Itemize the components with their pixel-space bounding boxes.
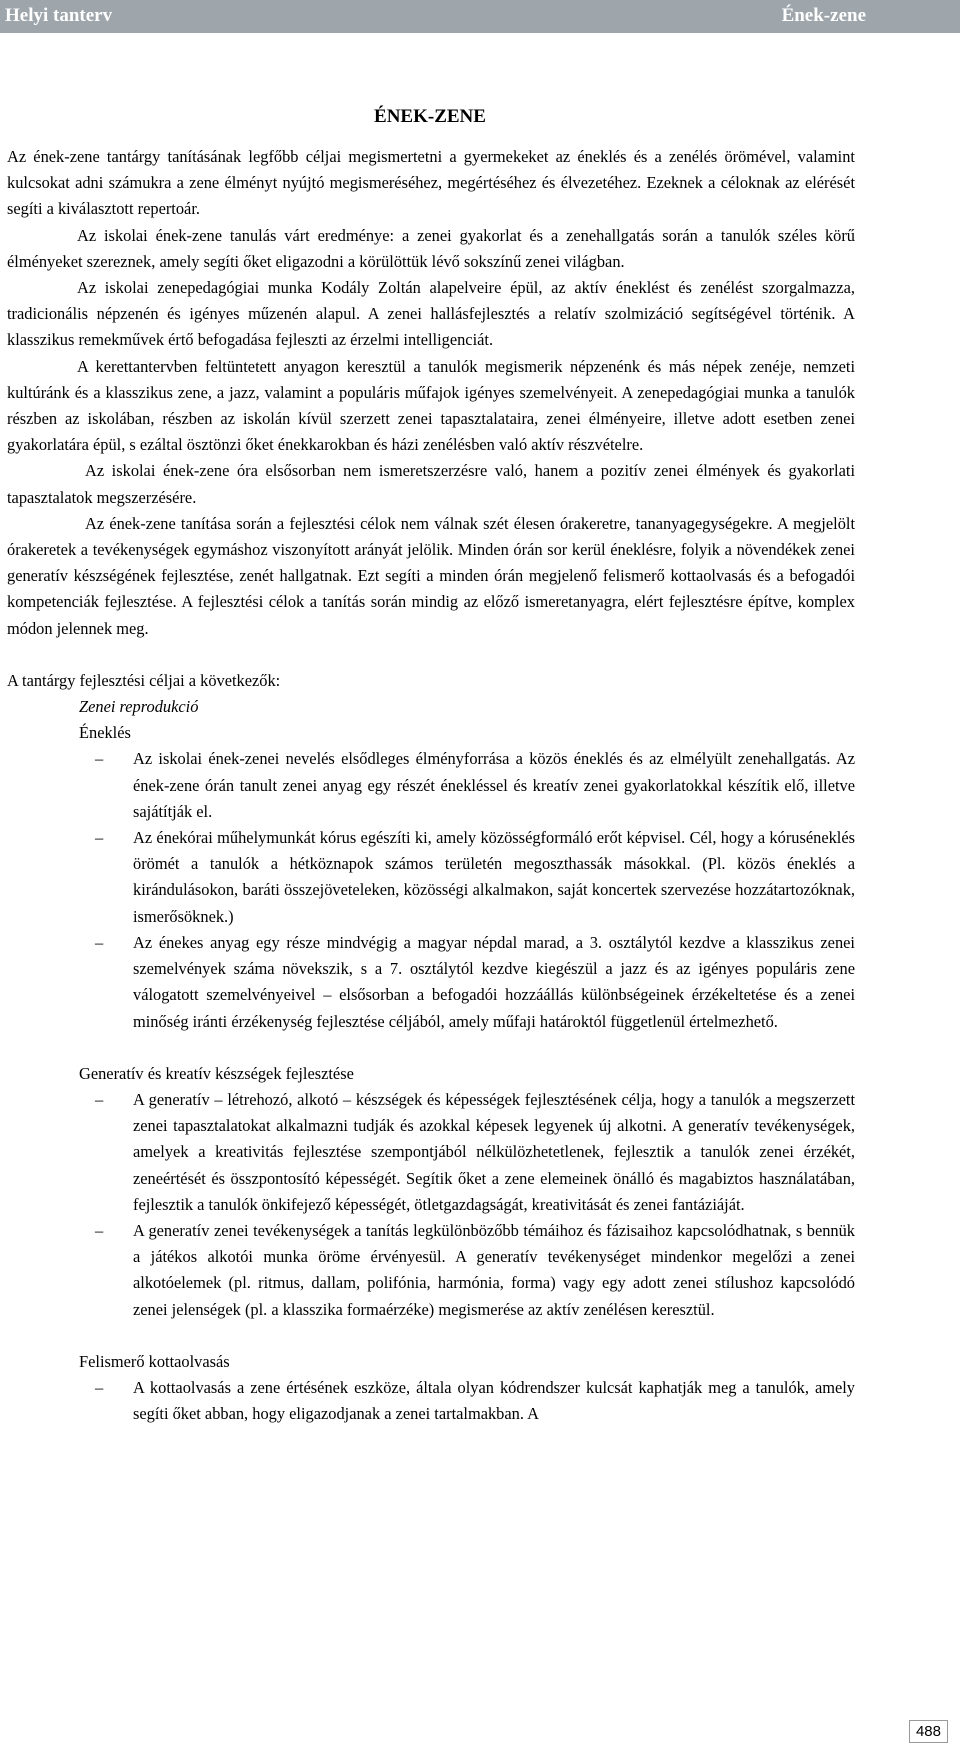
goals-intro: A tantárgy fejlesztési céljai a következők: [7, 670, 281, 690]
list-item [7, 1087, 855, 1218]
dash-bullet: – [95, 749, 104, 769]
dash-bullet: – [95, 1220, 104, 1240]
list-item [7, 825, 855, 930]
section-title-reproduction [79, 694, 855, 720]
paragraph-1: Az ének-zene tantárgy tanításának legfőbb céljai megismertetni a gyermekeket az éneklés és a zenélés örömével, valamint kulcsokat adni számukra a zene élményt nyújtó megismeréséhez, megértéséhez és élvezetéhez. Ezeknek a céloknak az elérését segíti a kiválasztott repertoár. [7, 147, 855, 219]
list-item [7, 1375, 855, 1427]
list-item-text: Az énekórai műhelymunkát kórus egészíti ki, amely közösségformáló erőt képvisel. Cél, hogy a kóruséneklés örömét a tanulók a hétköznapok számos területén megoszthassák másokkal. (Pl. közös éneklés a kirándulásokon, baráti összejöveteleken, közösségi alkalmakon, saját koncertek szervezése hozzátartozóknak, ismerősöknek.) [133, 828, 855, 926]
list-item-text: A kottaolvasás a zene értésének eszköze, általa olyan kódrendszer kulcsát kaphatják meg a tanulók, amely segíti őket abban, hogy eligazodjanak a zenei tartalmakban. A [133, 1377, 855, 1424]
list-item-text: A generatív – létrehozó, alkotó – készségek és képességek fejlesztésének célja, hogy a tanulók a megszerzett zenei tapasztalatokat alkalmazni tudják és azokkal képesek legyenek új alkotni. A generatív tevékenységek, amelyek a kreativitás fejlesztése szempontjából nélkülözhetetlenek, fejlesztik a tanulók zenei érzékét, zeneértését és összpontosító képességét. Segítik őket a zene elemeinek önálló és magabiztos használatában, fejlesztik a tanulók önkifejező képességét, ötletgazdagságát, kreativitását és zenei fantáziáját. [133, 1089, 855, 1214]
list-item [7, 930, 855, 1035]
paragraph-5: Az iskolai ének-zene óra elsősorban nem ismeretszerzésre való, hanem a pozitív zenei élmények és gyakorlati tapasztalatok megszerzésére. [7, 461, 855, 507]
dash-bullet: – [95, 828, 104, 848]
list-item-text: Az énekes anyag egy része mindvégig a magyar népdal marad, a 3. osztálytól kezdve a klasszikus zenei szemelvények száma növekszik, s a 7. osztálytól kezdve kiegészül a jazz és az igényes populáris zene válogatott szemelvényeivel – elsősorban a befogadói hozzáállás különbségeinek érzékeltetése és a zenei minőség iránti érzékenység fejlesztése céljából, amely műfaji határoktól függetlenül értelmezhető. [133, 932, 855, 1031]
list-item [7, 1218, 855, 1323]
section-subtitle-singing: Éneklés [79, 723, 131, 743]
header-left-title: Helyi tanterv [5, 5, 113, 26]
section-title-reading: Felismerő kottaolvasás [79, 1351, 230, 1371]
dash-bullet: – [95, 1377, 104, 1397]
document-body [7, 144, 855, 1427]
paragraph-2: Az iskolai ének-zene tanulás várt eredménye: a zenei gyakorlat és a zenehallgatás során a tanulók széles körű élményeket szereznek, amely segíti őket eligazodni a körülöttük lévő sokszínű zenei világban. [7, 225, 855, 271]
paragraph-4: A kerettantervben feltüntetett anyagon keresztül a tanulók megismerik népzenénk és más népek zenéje, nemzeti kultúránk és a klasszikus zene, a jazz, valamint a populáris műfajok igényes szemelvényeit. A zenepedagógiai munka a tanulók részben az iskolában, részben az iskolán kívül szerzett zenei tapasztalataira, zenei élményeire, illetve adott esetben zenei gyakorlatára épül, s ezáltal ösztönzi őket énekkarokban és házi zenélésben való aktív részvételre. [7, 356, 855, 455]
list-item-text: A generatív zenei tevékenységek a tanítás legkülönbözőbb témáihoz és fázisaihoz kapcsolódhatnak, s bennük a játékos alkotói munka öröme érvényesül. A generatív tevékenységet mindenkor megelőzi a zenei alkotóelemek (pl. ritmus, dallam, polifónia, harmónia, forma) vagy egy adott zenei stílushoz kapcsolódó zenei jelenségek (pl. a klasszika formaérzéke) megismerése az aktív zenélésen keresztül. [133, 1220, 855, 1319]
singing-list [7, 746, 855, 1034]
reading-list [7, 1375, 855, 1427]
paragraph-6: Az ének-zene tanítása során a fejlesztési célok nem válnak szét élesen órakeretre, tananyagegységekre. A megjelölt órakeretek a tevékenységek egymáshoz viszonyított arányát jelölik. Minden órán sor kerül éneklésre, folyik a növendékek zenei generatív készségének fejlesztése, zenét hallgatnak. Ezt segíti a minden órán megjelenő felismerő kottaolvasás és a befogadói kompetenciák fejlesztése. A fejlesztési célok a tanítás során mindig az előző ismeretanyagra, elért fejlesztésre építve, komplex módon jelennek meg. [7, 513, 855, 638]
spacer [7, 1035, 855, 1061]
page-title: ÉNEK-ZENE [374, 106, 486, 127]
list-item-text: Az iskolai ének-zenei nevelés elsődleges élményforrása a közös éneklés és az elmélyült zenehallgatás. Az ének-zene órán tanult zenei anyag egy részét énekléssel és kreatív zenei gyakorlatokkal készítik elő, illetve sajátítják el. [133, 749, 855, 821]
spacer [7, 1323, 855, 1349]
dash-bullet: – [95, 932, 104, 952]
section-title-generative: Generatív és kreatív készségek fejlesztése [79, 1063, 354, 1083]
generative-list [7, 1087, 855, 1323]
section-title-reproduction-text: Zenei reprodukció [79, 697, 199, 717]
paragraph-3: Az iskolai zenepedagógiai munka Kodály Zoltán alapelveire épül, az aktív éneklést és zenélést szorgalmazza, tradicionális népzenén és igényes műzenén alapul. A zenei hallásfejlesztés a relatív szolmizáció segítségével történik. A klasszikus remekművek értő befogadása fejleszti az érzelmi intelligenciát. [7, 278, 855, 350]
spacer [7, 642, 855, 668]
header-right-title: Ének-zene [781, 5, 866, 26]
list-item [7, 746, 855, 825]
dash-bullet: – [95, 1089, 104, 1109]
page-number: 488 [909, 1720, 948, 1743]
page-header [0, 0, 960, 33]
